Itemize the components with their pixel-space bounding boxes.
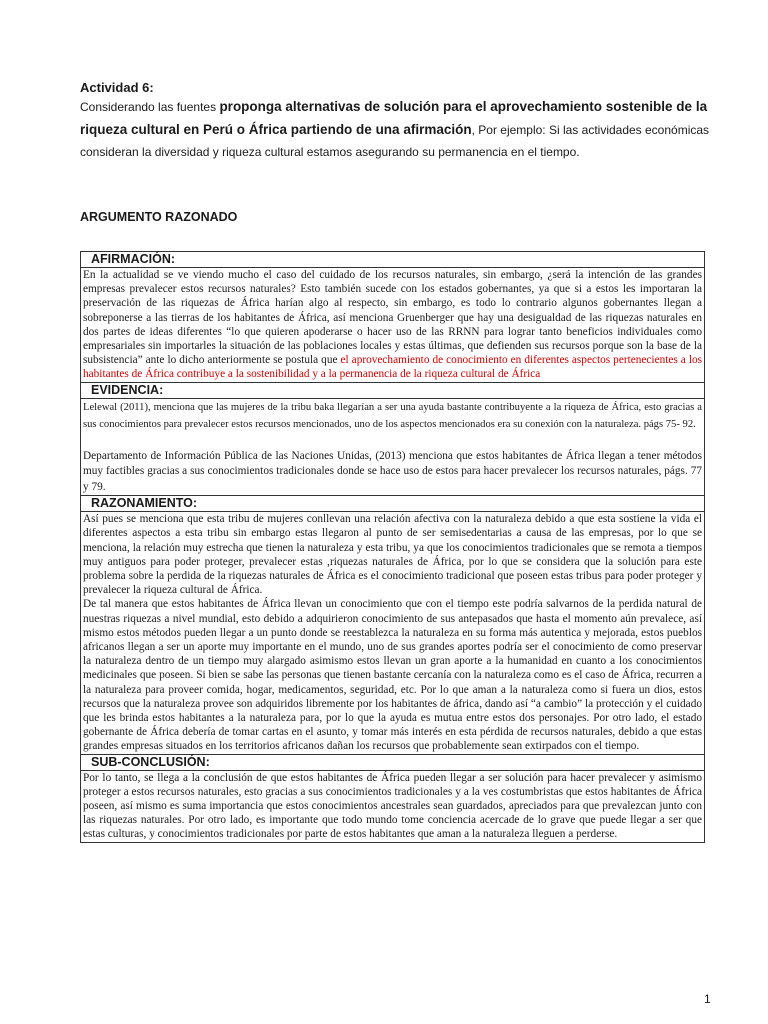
afirmacion-highlight: el aprovechamiento de conocimiento en diferentes aspectos pertenecientes a los habitantes de África contribuye a la sostenibilidad y a la permanencia de la riqueza cultural de África (83, 354, 703, 381)
afirmacion-heading: AFIRMACIÓN: (81, 252, 704, 268)
razonamiento-paragraph-2: De tal manera que estos habitantes de África llevan un conocimiento que con el tiempo este podría salvarnos de la perdida natural de nuestras riquezas a nivel mundial, esto debido a adquirieron conocimiento de sus antepasados que hasta el momento aún prevalece, así mismo estos métodos pueden llegar a un punto donde se reestablezca la naturaleza en su forma más autentica y mejorada, estos pueblos africanos llegan a ser un aporte muy importante en el mundo, uno de sus grandes aportes podría ser el conocimiento de como preservar la naturaleza dentro de un tiempo muy alargado asimismo estos llevan un gran aporte a la humanidad en cuanto a los conocimientos medicinales que poseen. Si bien se sabe las personas que tienen bastante cercanía con la naturaleza como es el caso de África, recurren a la naturaleza para proveer comida, hogar, medicamentos, seguridad, etc. Por lo que aman a la naturaleza como si fuera un dios, estos recursos que la naturaleza provee son adquiridos libremente por los habitantes de áfrica, dando así “a cambio” la protección y el cuidado que les brinda estos habitantes a la naturaleza para, por lo que la ayuda es mutua entre estos dos personajes. Por otro lado, el estado gobernante de África debería de tomar cartas en el asunto, y tomar más interés en esta pérdida de recursos naturales, debido a que estas grandes empresas situados en los territorios africanos dañan los recursos que probablemente sean extirpados con el tiempo. (83, 598, 702, 753)
evidencia-item-2: Departamento de Información Pública de las Naciones Unidas, (2013) menciona que estos habitantes de África llegan a tener métodos muy factibles gracias a sus conocimientos tradicionales donde se hace uso de estos para hacer prevalecer los recursos naturales, págs. 77 y 79. (83, 449, 702, 493)
evidencia-heading: EVIDENCIA: (81, 383, 704, 399)
evidencia-item-1: Lelewal (2011), menciona que las mujeres de la tribu baka llegarían a ser una ayuda bastante contribuyente a la riqueza de África, esto gracias a sus conocimientos para prevalecer estos recursos mencionados, uno de los aspectos mencionados era su conexión con la naturaleza. págs 75- 92. (83, 401, 702, 430)
evidencia-cell (81, 399, 704, 497)
razonamiento-heading: RAZONAMIENTO: (81, 496, 704, 512)
razonamiento-paragraph-1: Así pues se menciona que esta tribu de mujeres conllevan una relación afectiva con la naturaleza debido a que esta sostiene la vida el diferentes aspectos a esta tribu sin embargo estas llegaron al punto de ser semisedentarias a causa de las empresas, por lo que se menciona, la relación muy estrecha que tienen la naturaleza y esta tribu, ya que los conocimientos tradicionales que se remota a tiempos muy antiguos para poder proteger, prevalecer estas ,riquezas naturales de África, por lo que se considera que la solución para este problema sobre la perdida de la riquezas naturales de África es el conocimiento tradicional que poseen estas tribus para poder proteger y prevalecer la riqueza cultural de África. (83, 513, 702, 597)
afirmacion-body: En la actualidad se ve viendo mucho el caso del cuidado de los recursos naturales, sin embargo, ¿será la intención de las grandes empresas prevalecer estos recursos naturales? Esto también sucede con los estados gobernantes, ya que si a estos les importaran la preservación de las riquezas de África harían algo al respecto, sin embargo, es todo lo contrario algunos gobernantes llegan a sobreponerse a las tierras de los habitantes de África, así menciona Gruenberger que hay una desigualdad de las riquezas naturales en dos partes de ideas diferentes “lo que quieren apoderarse o hacer uso de las RRNN para lograr tanto beneficios individuales como empresariales sin importarles la situación de las poblaciones locales y estas últimas, que defienden sus recursos porque son la base de la subsistencia” ante lo dicho anteriormente se postula que (83, 269, 702, 367)
activity-title: Actividad 6: (80, 80, 154, 95)
subconclusion-heading: SUB-CONCLUSIÓN: (81, 755, 704, 771)
section-title: ARGUMENTO RAZONADO (80, 210, 238, 224)
razonamiento-cell (81, 512, 704, 754)
subconclusion-cell (81, 771, 704, 842)
page-number: 1 (704, 992, 711, 1006)
subconclusion-text: Por lo tanto, se llega a la conclusión de que estos habitantes de África pueden llegar a ser solución para hacer prevalecer y asimismo proteger a estos recursos naturales, esto gracias a sus conocimientos tradicionales y a la ves costumbristas que estos habitantes de África poseen, así mismo es suma importancia que estos conocimientos ancestrales sean guardados, apreciados para que prevalezcan junto con las riquezas naturales. Por otro lado, es importante que todo mundo tome conciencia acercade de lo grave que puede llegar a ser que estas culturas, y conocimientos tradicionales por parte de estos habitantes que aman a la naturaleza lleguen a perderse. (83, 771, 702, 841)
afirmacion-text (83, 268, 702, 382)
afirmacion-cell (81, 268, 704, 383)
activity-instructions (80, 96, 720, 164)
instructions-tail: , Por ejemplo: Si las actividades económicas consideran la diversidad y riqueza cultural estamos asegurando su permanencia en el tiempo. (80, 122, 710, 159)
argument-table (80, 251, 705, 843)
instructions-bold: proponga alternativas de solución para el aprovechamiento sostenible de la riqueza cultural en Perú o África partiendo de una afirmación (80, 99, 708, 137)
instructions-lead: Considerando las fuentes (80, 100, 220, 114)
